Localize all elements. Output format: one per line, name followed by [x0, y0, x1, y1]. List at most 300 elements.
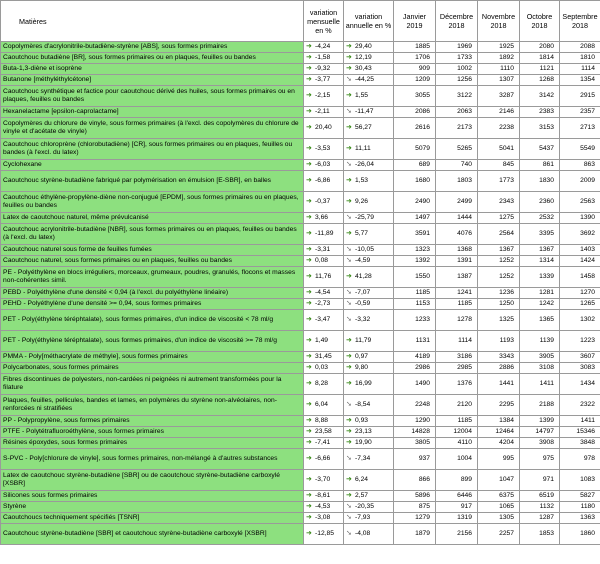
monthly-variation-value: -3,47 [315, 316, 331, 323]
price-cell-month-4: 2080 [520, 42, 560, 53]
price-cell-month-1: 1885 [394, 42, 436, 53]
material-name: Caoutchoucs techniquement spécifiés [TSNR] [1, 513, 304, 524]
trend-up-arrow-icon: ➜ [306, 246, 312, 253]
material-name: PEBD - Polyéthylène d'une densité < 0,94 (à l'excl. du polyéthylène linéaire) [1, 288, 304, 299]
price-cell-month-3: 6375 [478, 491, 520, 502]
header-materials: Matières [1, 1, 304, 42]
annual-variation-cell [344, 524, 394, 545]
price-cell-month-3: 1925 [478, 42, 520, 53]
price-cell-month-5: 1265 [560, 299, 600, 310]
price-cell-month-3: 1441 [478, 374, 520, 395]
trend-up-arrow-icon: ➜ [306, 273, 312, 280]
price-cell-month-4: 3908 [520, 438, 560, 449]
price-cell-month-4: 1281 [520, 288, 560, 299]
material-name: Butanone [méthyléthylcétone] [1, 75, 304, 86]
monthly-variation-cell [304, 160, 344, 171]
material-name: Caoutchouc styrène-butadiène [SBR] et caoutchouc styrène-butadiène carboxylé [XSBR] [1, 524, 304, 545]
trend-up-arrow-icon: ➜ [346, 428, 352, 435]
monthly-variation-cell [304, 86, 344, 107]
trend-up-arrow-icon: ➜ [306, 492, 312, 499]
annual-variation-value: 1,53 [355, 177, 369, 184]
trend-up-arrow-icon: ➜ [306, 289, 312, 296]
monthly-variation-value: -4,54 [315, 289, 331, 296]
annual-variation-value: -10,05 [355, 246, 374, 253]
price-cell-month-3: 995 [478, 449, 520, 470]
price-cell-month-4: 3395 [520, 224, 560, 245]
monthly-variation-cell [304, 416, 344, 427]
price-cell-month-1: 1233 [394, 310, 436, 331]
trend-down-arrow-icon: ➘ [346, 503, 352, 510]
table-row [1, 491, 600, 502]
trend-down-arrow-icon: ➘ [346, 455, 352, 462]
trend-up-arrow-icon: ➜ [346, 92, 352, 99]
price-cell-month-1: 2616 [394, 118, 436, 139]
table-row [1, 352, 600, 363]
trend-up-arrow-icon: ➜ [306, 124, 312, 131]
trend-up-arrow-icon: ➜ [306, 214, 312, 221]
trend-down-arrow-icon: ➘ [346, 316, 352, 323]
material-name: Hexanelactame [epsilon-caprolactame] [1, 107, 304, 118]
price-cell-month-1: 2248 [394, 395, 436, 416]
annual-variation-value: 19,90 [355, 439, 372, 446]
price-cell-month-1: 1185 [394, 288, 436, 299]
price-cell-month-1: 1497 [394, 213, 436, 224]
annual-variation-cell [344, 416, 394, 427]
price-cell-month-4: 3905 [520, 352, 560, 363]
table-row [1, 75, 600, 86]
price-cell-month-2: 12004 [436, 427, 478, 438]
price-cell-month-2: 1278 [436, 310, 478, 331]
price-cell-month-2: 899 [436, 470, 478, 491]
monthly-variation-cell [304, 213, 344, 224]
annual-variation-value: 1,55 [355, 92, 369, 99]
table-body [1, 42, 600, 545]
monthly-variation-value: 23,58 [315, 428, 332, 435]
trend-up-arrow-icon: ➜ [346, 380, 352, 387]
table-row [1, 171, 600, 192]
price-cell-month-2: 917 [436, 502, 478, 513]
price-cell-month-1: 1879 [394, 524, 436, 545]
annual-variation-value: -4,59 [355, 257, 371, 264]
material-name: PEHD - Polyéthylène d'une densité >= 0,94, sous formes primaires [1, 299, 304, 310]
price-cell-month-4: 1830 [520, 171, 560, 192]
annual-variation-cell [344, 160, 394, 171]
table-row [1, 502, 600, 513]
price-cell-month-2: 1185 [436, 416, 478, 427]
monthly-variation-cell [304, 224, 344, 245]
monthly-variation-value: -11,89 [315, 230, 334, 237]
material-name: Caoutchouc butadiène [BR], sous formes primaires ou en plaques, feuilles ou bandes [1, 53, 304, 64]
trend-up-arrow-icon: ➜ [346, 230, 352, 237]
trend-up-arrow-icon: ➜ [306, 364, 312, 371]
price-cell-month-3: 1773 [478, 171, 520, 192]
price-cell-month-2: 1803 [436, 171, 478, 192]
material-name: Fibres discontinues de polyesters, non-cardées ni peignées ni autrement transformées pour la filature [1, 374, 304, 395]
annual-variation-value: 6,24 [355, 476, 369, 483]
price-cell-month-4: 3108 [520, 363, 560, 374]
price-cell-month-2: 2985 [436, 363, 478, 374]
price-cell-month-4: 1853 [520, 524, 560, 545]
monthly-variation-value: -6,66 [315, 455, 331, 462]
price-cell-month-4: 1242 [520, 299, 560, 310]
annual-variation-value: 23,13 [355, 428, 372, 435]
table-row [1, 53, 600, 64]
price-cell-month-4: 1121 [520, 64, 560, 75]
monthly-variation-value: -3,77 [315, 76, 331, 83]
trend-up-arrow-icon: ➜ [306, 145, 312, 152]
price-cell-month-5: 863 [560, 160, 600, 171]
price-cell-month-5: 5549 [560, 139, 600, 160]
monthly-variation-cell [304, 363, 344, 374]
monthly-variation-value: -3,70 [315, 476, 331, 483]
price-cell-month-1: 1290 [394, 416, 436, 427]
price-cell-month-5: 5827 [560, 491, 600, 502]
price-cell-month-5: 1810 [560, 53, 600, 64]
monthly-variation-value: -8,61 [315, 492, 331, 499]
trend-up-arrow-icon: ➜ [306, 455, 312, 462]
price-cell-month-3: 1236 [478, 288, 520, 299]
annual-variation-value: -44,25 [355, 76, 374, 83]
monthly-variation-cell [304, 427, 344, 438]
trend-down-arrow-icon: ➘ [346, 289, 352, 296]
monthly-variation-cell [304, 107, 344, 118]
price-cell-month-4: 1287 [520, 513, 560, 524]
trend-up-arrow-icon: ➜ [306, 198, 312, 205]
header-month-4: Octobre 2018 [520, 1, 560, 42]
monthly-variation-value: -6,86 [315, 177, 331, 184]
price-cell-month-5: 3692 [560, 224, 600, 245]
material-name: Caoutchouc chloroprène (chlorobutadiène) [CR], sous formes primaires ou en plaques, feuilles ou bandes (à l'excl. du latex) [1, 139, 304, 160]
annual-variation-cell [344, 213, 394, 224]
annual-variation-value: 12,19 [355, 54, 372, 61]
price-cell-month-3: 3343 [478, 352, 520, 363]
annual-variation-value: -26,04 [355, 161, 374, 168]
trend-up-arrow-icon: ➜ [306, 316, 312, 323]
trend-up-arrow-icon: ➜ [346, 337, 352, 344]
price-cell-month-5: 1458 [560, 267, 600, 288]
table-row [1, 160, 600, 171]
price-cell-month-5: 2915 [560, 86, 600, 107]
table-row [1, 331, 600, 352]
trend-up-arrow-icon: ➜ [306, 380, 312, 387]
price-cell-month-3: 1193 [478, 331, 520, 352]
annual-variation-value: 29,40 [355, 43, 372, 50]
monthly-variation-value: 0,03 [315, 364, 329, 371]
trend-up-arrow-icon: ➜ [306, 530, 312, 537]
monthly-variation-cell [304, 310, 344, 331]
header-month-1: Janvier 2019 [394, 1, 436, 42]
price-cell-month-1: 3591 [394, 224, 436, 245]
table-row [1, 470, 600, 491]
trend-up-arrow-icon: ➜ [306, 503, 312, 510]
annual-variation-cell [344, 86, 394, 107]
price-cell-month-4: 14797 [520, 427, 560, 438]
header-month-5: Septembre 2018 [560, 1, 600, 42]
monthly-variation-value: -3,31 [315, 246, 331, 253]
monthly-variation-value: 0,08 [315, 257, 329, 264]
annual-variation-cell [344, 75, 394, 86]
monthly-variation-cell [304, 491, 344, 502]
table-row [1, 310, 600, 331]
price-cell-month-3: 1892 [478, 53, 520, 64]
table-row [1, 374, 600, 395]
price-cell-month-1: 875 [394, 502, 436, 513]
annual-variation-value: 2,57 [355, 492, 369, 499]
trend-up-arrow-icon: ➜ [346, 273, 352, 280]
annual-variation-cell [344, 427, 394, 438]
annual-variation-cell [344, 171, 394, 192]
material-name: Latex de caoutchouc styrène-butadiène [SBR] ou de caoutchouc styrène-butadiène carboxylé [XSBR] [1, 470, 304, 491]
monthly-variation-value: -3,08 [315, 514, 331, 521]
price-cell-month-1: 1131 [394, 331, 436, 352]
price-cell-month-5: 978 [560, 449, 600, 470]
price-cell-month-3: 2343 [478, 192, 520, 213]
price-cell-month-1: 1490 [394, 374, 436, 395]
table-row [1, 64, 600, 75]
price-cell-month-2: 4110 [436, 438, 478, 449]
trend-up-arrow-icon: ➜ [306, 353, 312, 360]
price-cell-month-1: 1706 [394, 53, 436, 64]
annual-variation-cell [344, 267, 394, 288]
trend-down-arrow-icon: ➘ [346, 257, 352, 264]
price-cell-month-5: 1424 [560, 256, 600, 267]
monthly-variation-value: -4,24 [315, 43, 331, 50]
price-cell-month-1: 866 [394, 470, 436, 491]
material-name: Caoutchouc naturel sous forme de feuilles fumées [1, 245, 304, 256]
annual-variation-cell [344, 513, 394, 524]
price-cell-month-1: 909 [394, 64, 436, 75]
price-cell-month-5: 3083 [560, 363, 600, 374]
annual-variation-cell [344, 352, 394, 363]
price-cell-month-2: 5265 [436, 139, 478, 160]
price-cell-month-1: 1153 [394, 299, 436, 310]
trend-up-arrow-icon: ➜ [306, 43, 312, 50]
price-cell-month-1: 5079 [394, 139, 436, 160]
price-cell-month-1: 1680 [394, 171, 436, 192]
table-row [1, 213, 600, 224]
trend-up-arrow-icon: ➜ [306, 476, 312, 483]
price-cell-month-1: 1323 [394, 245, 436, 256]
trend-up-arrow-icon: ➜ [306, 257, 312, 264]
price-cell-month-5: 1363 [560, 513, 600, 524]
material-name: Copolymères d'acrylonitrile-butadiène-styrène [ABS], sous formes primaires [1, 42, 304, 53]
price-cell-month-3: 1252 [478, 256, 520, 267]
trend-up-arrow-icon: ➜ [306, 108, 312, 115]
table-row [1, 363, 600, 374]
monthly-variation-value: -0,37 [315, 198, 331, 205]
price-cell-month-5: 2088 [560, 42, 600, 53]
monthly-variation-cell [304, 352, 344, 363]
monthly-variation-cell [304, 513, 344, 524]
annual-variation-value: 5,77 [355, 230, 369, 237]
price-cell-month-5: 3848 [560, 438, 600, 449]
annual-variation-cell [344, 64, 394, 75]
annual-variation-cell [344, 491, 394, 502]
material-name: Caoutchouc éthylène-propylène-diène non-conjugué [EPDM], sous formes primaires ou en plaques, feuilles ou bandes [1, 192, 304, 213]
material-name: S-PVC - Poly[chlorure de vinyle], sous formes primaires, non-mélangé à d'autres substances [1, 449, 304, 470]
price-cell-month-1: 3805 [394, 438, 436, 449]
price-cell-month-5: 3607 [560, 352, 600, 363]
price-cell-month-3: 12464 [478, 427, 520, 438]
trend-up-arrow-icon: ➜ [346, 177, 352, 184]
annual-variation-value: 9,80 [355, 364, 369, 371]
annual-variation-cell [344, 438, 394, 449]
price-cell-month-5: 1180 [560, 502, 600, 513]
monthly-variation-value: -7,41 [315, 439, 331, 446]
price-cell-month-4: 6519 [520, 491, 560, 502]
table-row [1, 42, 600, 53]
trend-down-arrow-icon: ➘ [346, 76, 352, 83]
monthly-variation-value: -2,15 [315, 92, 331, 99]
price-cell-month-2: 3122 [436, 86, 478, 107]
table-row [1, 449, 600, 470]
price-cell-month-2: 2120 [436, 395, 478, 416]
annual-variation-cell [344, 310, 394, 331]
price-cell-month-2: 2499 [436, 192, 478, 213]
trend-down-arrow-icon: ➘ [346, 108, 352, 115]
annual-variation-value: -7,93 [355, 514, 371, 521]
trend-up-arrow-icon: ➜ [346, 492, 352, 499]
price-cell-month-5: 15346 [560, 427, 600, 438]
annual-variation-cell [344, 299, 394, 310]
price-cell-month-2: 2063 [436, 107, 478, 118]
price-cell-month-1: 1550 [394, 267, 436, 288]
price-cell-month-4: 5437 [520, 139, 560, 160]
material-name: Buta-1,3-diène et isoprène [1, 64, 304, 75]
price-cell-month-2: 1241 [436, 288, 478, 299]
price-cell-month-5: 1114 [560, 64, 600, 75]
price-cell-month-3: 5041 [478, 139, 520, 160]
price-cell-month-2: 1002 [436, 64, 478, 75]
table-row [1, 267, 600, 288]
table-row [1, 288, 600, 299]
monthly-variation-value: -3,53 [315, 145, 331, 152]
trend-up-arrow-icon: ➜ [306, 177, 312, 184]
price-cell-month-2: 1319 [436, 513, 478, 524]
monthly-variation-cell [304, 118, 344, 139]
material-name: Polycarbonates, sous formes primaires [1, 363, 304, 374]
trend-down-arrow-icon: ➘ [346, 246, 352, 253]
monthly-variation-cell [304, 53, 344, 64]
annual-variation-cell [344, 374, 394, 395]
price-cell-month-5: 2322 [560, 395, 600, 416]
monthly-variation-cell [304, 267, 344, 288]
price-cell-month-1: 2086 [394, 107, 436, 118]
price-cell-month-3: 2564 [478, 224, 520, 245]
table-row [1, 524, 600, 545]
table-row [1, 256, 600, 267]
material-name: PTFE - Polytétrafluoroéthylène, sous formes primaires [1, 427, 304, 438]
annual-variation-cell [344, 363, 394, 374]
price-cell-month-3: 2886 [478, 363, 520, 374]
price-cell-month-4: 861 [520, 160, 560, 171]
material-name: Résines époxydes, sous formes primaires [1, 438, 304, 449]
price-cell-month-2: 1185 [436, 299, 478, 310]
price-cell-month-3: 1252 [478, 267, 520, 288]
price-cell-month-5: 1302 [560, 310, 600, 331]
trend-up-arrow-icon: ➜ [306, 92, 312, 99]
trend-down-arrow-icon: ➘ [346, 161, 352, 168]
material-name: Silicones sous formes primaires [1, 491, 304, 502]
trend-up-arrow-icon: ➜ [346, 43, 352, 50]
table-row [1, 395, 600, 416]
price-cell-month-2: 3186 [436, 352, 478, 363]
table-row [1, 224, 600, 245]
trend-up-arrow-icon: ➜ [346, 364, 352, 371]
trend-up-arrow-icon: ➜ [306, 439, 312, 446]
price-cell-month-4: 1367 [520, 245, 560, 256]
annual-variation-cell [344, 245, 394, 256]
annual-variation-value: -3,32 [355, 316, 371, 323]
annual-variation-value: 0,93 [355, 417, 369, 424]
trend-up-arrow-icon: ➜ [306, 417, 312, 424]
price-cell-month-5: 1403 [560, 245, 600, 256]
material-name: Caoutchouc styrène-butadiène fabriqué par polymérisation en émulsion [E-SBR], en balles [1, 171, 304, 192]
monthly-variation-cell [304, 299, 344, 310]
price-cell-month-1: 2490 [394, 192, 436, 213]
table-row [1, 139, 600, 160]
monthly-variation-cell [304, 374, 344, 395]
annual-variation-cell [344, 107, 394, 118]
annual-variation-cell [344, 470, 394, 491]
price-cell-month-1: 1392 [394, 256, 436, 267]
table-row [1, 86, 600, 107]
monthly-variation-value: -12,85 [315, 530, 334, 537]
trend-up-arrow-icon: ➜ [306, 514, 312, 521]
price-cell-month-4: 1132 [520, 502, 560, 513]
price-cell-month-4: 3153 [520, 118, 560, 139]
price-cell-month-5: 2713 [560, 118, 600, 139]
trend-up-arrow-icon: ➜ [346, 417, 352, 424]
trend-up-arrow-icon: ➜ [306, 54, 312, 61]
price-cell-month-4: 1365 [520, 310, 560, 331]
price-cell-month-4: 3142 [520, 86, 560, 107]
monthly-variation-cell [304, 470, 344, 491]
monthly-variation-cell [304, 438, 344, 449]
price-cell-month-2: 1969 [436, 42, 478, 53]
trend-up-arrow-icon: ➜ [346, 439, 352, 446]
monthly-variation-value: -1,58 [315, 54, 331, 61]
price-cell-month-2: 1376 [436, 374, 478, 395]
annual-variation-value: -4,08 [355, 530, 371, 537]
price-cell-month-4: 971 [520, 470, 560, 491]
trend-up-arrow-icon: ➜ [306, 230, 312, 237]
monthly-variation-value: -2,11 [315, 108, 330, 115]
trend-up-arrow-icon: ➜ [346, 476, 352, 483]
table-row [1, 299, 600, 310]
annual-variation-cell [344, 449, 394, 470]
header-row [1, 1, 600, 42]
annual-variation-cell [344, 224, 394, 245]
annual-variation-value: 16,99 [355, 380, 372, 387]
price-cell-month-1: 5896 [394, 491, 436, 502]
monthly-variation-cell [304, 171, 344, 192]
trend-up-arrow-icon: ➜ [306, 161, 312, 168]
price-cell-month-5: 1270 [560, 288, 600, 299]
price-cell-month-2: 1387 [436, 267, 478, 288]
price-cell-month-4: 1339 [520, 267, 560, 288]
monthly-variation-cell [304, 192, 344, 213]
material-name: Cyclohexane [1, 160, 304, 171]
price-cell-month-1: 937 [394, 449, 436, 470]
monthly-variation-cell [304, 42, 344, 53]
price-cell-month-3: 1250 [478, 299, 520, 310]
header-month-2: Décembre 2018 [436, 1, 478, 42]
trend-down-arrow-icon: ➘ [346, 530, 352, 537]
price-cell-month-1: 689 [394, 160, 436, 171]
annual-variation-value: -20,35 [355, 503, 374, 510]
price-cell-month-3: 1325 [478, 310, 520, 331]
